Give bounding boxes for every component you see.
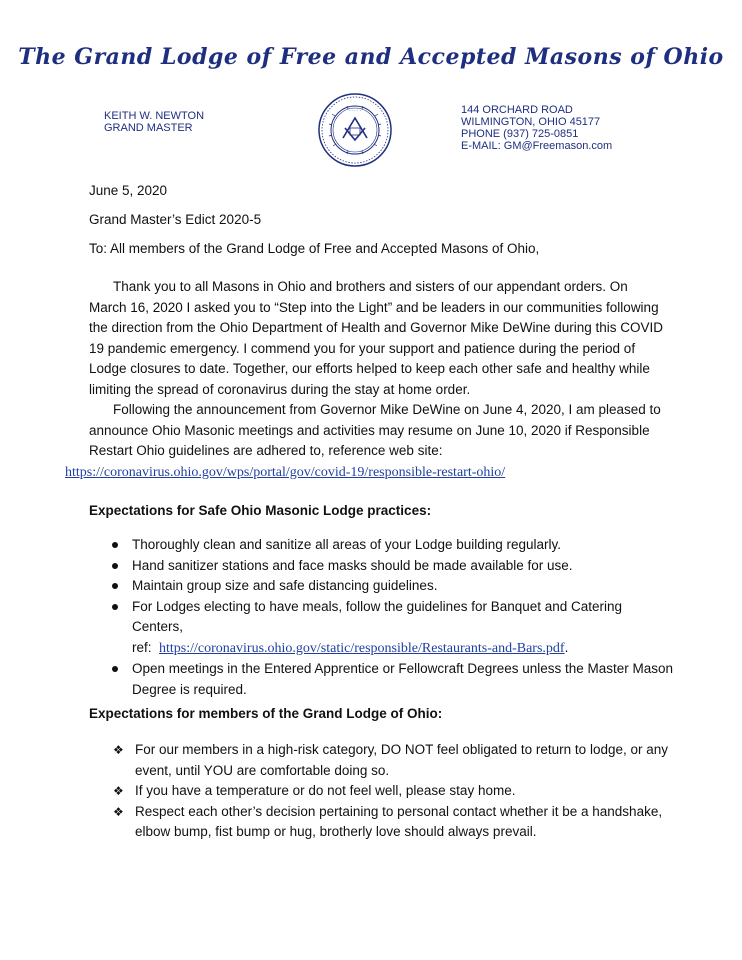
section-heading-lodge-practices: Expectations for Safe Ohio Masonic Lodge practices: xyxy=(89,503,432,518)
bullet-icon xyxy=(112,666,118,672)
salutation: To: All members of the Grand Lodge of Free and Accepted Masons of Ohio, xyxy=(89,241,540,256)
officer-title: GRAND MASTER xyxy=(104,122,193,134)
svg-text:· · · · ·: · · · · · xyxy=(348,109,362,114)
edict-number: Grand Master’s Edict 2020-5 xyxy=(89,212,262,227)
diamond-bullet-icon: ❖ xyxy=(113,804,124,819)
address-line: 144 ORCHARD ROAD xyxy=(461,104,573,116)
members-expectations-list xyxy=(113,740,673,843)
address-block xyxy=(461,104,612,152)
section-heading-members: Expectations for members of the Grand Lodge of Ohio: xyxy=(89,706,443,721)
phone-line: PHONE (937) 725-0851 xyxy=(461,128,579,140)
lodge-practices-list xyxy=(110,535,675,700)
list-item: Thoroughly clean and sanitize all areas of your Lodge building regularly. xyxy=(110,535,675,556)
list-item: ❖ For our members in a high-risk category, DO NOT feel obligated to return to lodge, or any event, until YOU are comfortable doing so. xyxy=(113,742,668,778)
bullet-icon xyxy=(112,604,118,610)
list-item: ❖ If you have a temperature or do not feel well, please stay home. xyxy=(113,781,673,802)
restart-ohio-link[interactable]: https://coronavirus.ohio.gov/wps/portal/gov/covid-19/responsible-restart-ohio/ xyxy=(65,464,506,480)
letter-date: June 5, 2020 xyxy=(89,183,168,198)
email-line: E-MAIL: GM@Freemason.com xyxy=(461,140,613,152)
bullet-icon xyxy=(112,542,118,548)
list-item: Open meetings in the Entered Apprentice or Fellowcraft Degrees unless the Master Mason Degree is required. xyxy=(110,659,675,700)
restaurants-bars-link[interactable]: https://coronavirus.ohio.gov/static/responsible/Restaurants-and-Bars.pdf xyxy=(159,640,565,656)
diamond-bullet-icon: ❖ xyxy=(113,743,124,757)
paragraph-intro: Thank you to all Masons in Ohio and brothers and sisters of our appendant orders. On March 16, 2020 I asked you to “Step into the Light” and be leaders in our communities following the direction from the Ohio Department of Health and Governor Mike DeWine during this COVID 19 pandemic emergency. I commend you for your support and patience during the period of Lodge closures to date. Together, our efforts helped to keep each other safe and healthy while limiting the spread of coronavirus during the stay at home order. xyxy=(89,279,664,397)
bullet-icon xyxy=(112,563,118,569)
diamond-bullet-icon: ❖ xyxy=(113,784,124,798)
list-item: ❖ Respect each other’s decision pertaining to personal contact whether it be a handshake, elbow bump, fist bump or hug, brotherly love should always prevail. xyxy=(113,803,663,839)
list-item: For Lodges electing to have meals, follow the guidelines for Banquet and Catering Centers, ref: https://coronavirus.ohio.gov/static/responsible/Restaurants-and-Bars.pdf. xyxy=(110,597,675,660)
paragraph-announcement xyxy=(65,400,669,483)
ref-label: ref: xyxy=(132,639,152,655)
officer-block xyxy=(104,110,204,134)
list-item: Maintain group size and safe distancing guidelines. xyxy=(110,576,675,597)
masonic-seal-icon xyxy=(317,92,393,168)
bullet-icon xyxy=(112,583,118,589)
letterhead-title: The Grand Lodge of Free and Accepted Masons of Ohio xyxy=(18,44,724,70)
letter-body xyxy=(65,277,669,483)
paragraph-announcement-text: Following the announcement from Governor Mike DeWine on June 4, 2020, I am pleased to announce Ohio Masonic meetings and activities may resume on June 10, 2020 if Responsible Restart Ohio guidelines are adhered to, reference web site: xyxy=(89,402,661,458)
officer-name: KEITH W. NEWTON xyxy=(104,110,205,122)
address-line: WILMINGTON, OHIO 45177 xyxy=(461,116,601,128)
list-item: Hand sanitizer stations and face masks should be made available for use. xyxy=(110,556,675,577)
